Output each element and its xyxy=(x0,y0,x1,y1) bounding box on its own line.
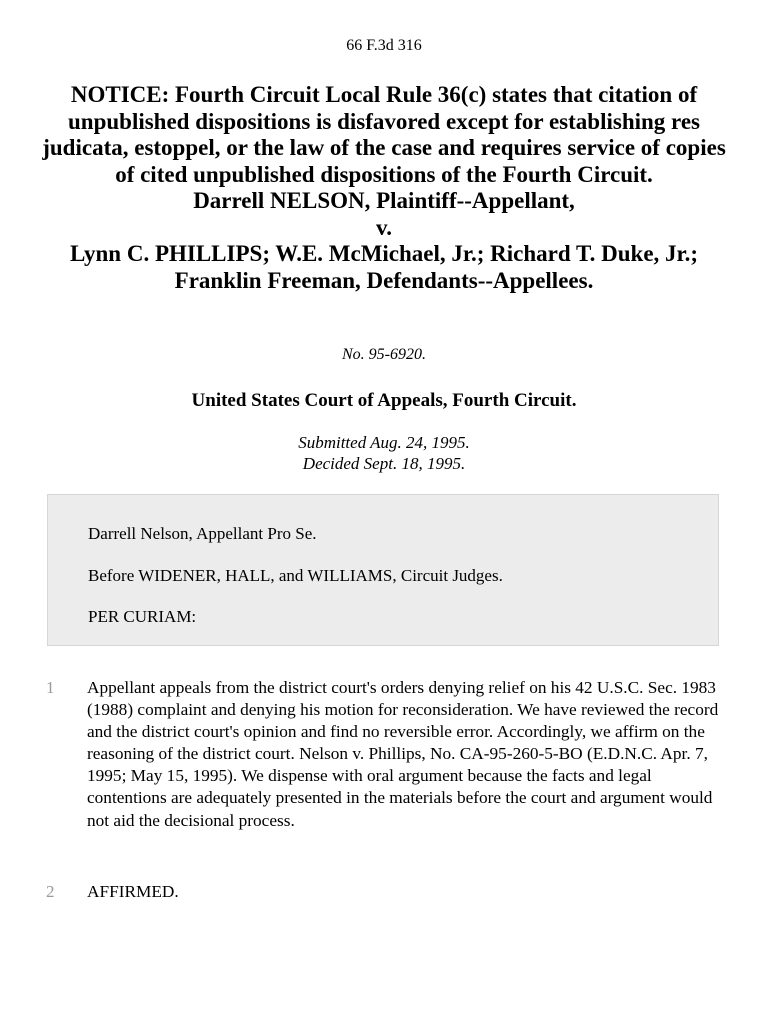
paragraph-text: AFFIRMED. xyxy=(87,882,179,901)
docket-number: No. 95-6920. xyxy=(342,346,426,363)
paragraph-text: Appellant appeals from the district court's orders denying relief on his 42 U.S.C. Sec. 1983 (1988) complaint and denying his motion for reconsideration. We have reviewed the record and the district court's opinion and find no reversible error. Accordingly, we affirm on the reasoning of the district court. Nelson v. Phillips, No. CA-95-260-5-BO (E.D.N.C. Apr. 7, 1995; May 15, 1995). We dispense with oral argument because the facts and legal contentions are adequately presented in the materials before the court and argument would not aid the decisional process. xyxy=(87,678,719,830)
submitted-date: Submitted Aug. 24, 1995. xyxy=(298,433,470,452)
versus-marker: v. xyxy=(376,214,392,240)
paragraph-number: 1 xyxy=(46,678,55,697)
paragraph-number: 2 xyxy=(46,882,55,901)
per-curiam-line: PER CURIAM: xyxy=(88,607,197,626)
reporter-citation: 66 F.3d 316 xyxy=(346,37,422,54)
court-name: United States Court of Appeals, Fourth Circuit. xyxy=(191,390,577,411)
appellee-parties: Lynn C. PHILLIPS; W.E. McMichael, Jr.; Richard T. Duke, Jr.; Franklin Freeman, Defendants--Appellees. xyxy=(69,241,699,293)
decided-date: Decided Sept. 18, 1995. xyxy=(302,454,466,473)
appellant-party: Darrell NELSON, Plaintiff--Appellant, xyxy=(193,188,575,213)
local-rule-notice: NOTICE: Fourth Circuit Local Rule 36(c) states that citation of unpublished dispositions is disfavored except for establishing res judicata, estoppel, or the law of the case and requires service of copies of cited unpublished dispositions of the Fourth Circuit. xyxy=(42,82,726,187)
counsel-line: Darrell Nelson, Appellant Pro Se. xyxy=(88,524,317,543)
decision-dates xyxy=(0,432,768,474)
case-header-box xyxy=(47,494,719,646)
panel-line: Before WIDENER, HALL, and WILLIAMS, Circuit Judges. xyxy=(88,566,503,585)
case-title xyxy=(40,82,728,294)
